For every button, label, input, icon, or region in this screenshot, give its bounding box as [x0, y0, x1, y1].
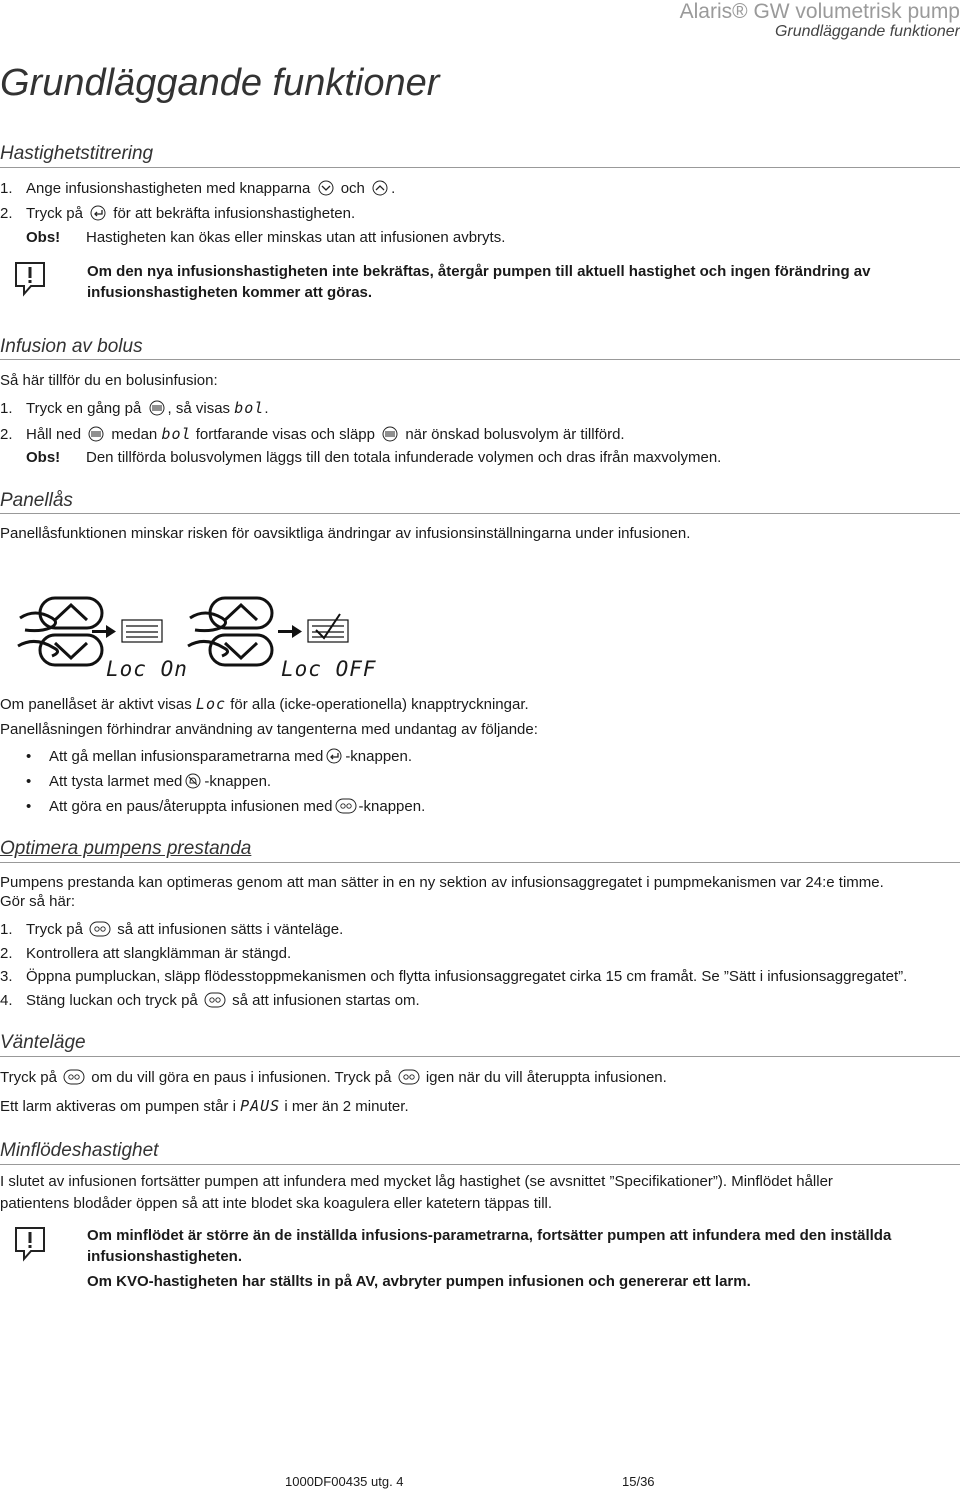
section-title-optimize: Optimera pumpens prestanda: [0, 838, 252, 859]
footer-page-number: 15/36: [622, 1474, 655, 1489]
s2-step-2: 2. Håll ned medan bol fortfarande visas och släpp när önskad bolusvolym är tillförd.: [0, 425, 625, 443]
s2-intro: Så här tillför du en bolusinfusion:: [0, 372, 218, 389]
s1-warning-line-2: infusionshastigheten kommer att göras.: [87, 284, 373, 301]
s3-bullet-1: • Att gå mellan infusionsparametrarna med -knappen.: [26, 747, 412, 767]
s3-intro: Panellåsfunktionen minskar risken för oavsiktliga ändringar av infusionsinställningarna under infusionen.: [0, 525, 691, 542]
s3-bullet-3: • Att göra en paus/återuppta infusionen med -knappen.: [26, 797, 425, 817]
s5-para-2: Ett larm aktiveras om pumpen står i PAUS i mer än 2 minuter.: [0, 1097, 409, 1115]
bolus-icon: [148, 400, 166, 416]
page-title: Grundläggande funktioner: [0, 62, 440, 104]
s2-obs-note: Obs! Den tillförda bolusvolymen läggs till den totala infunderade volymen och dras ifrån maxvolymen.: [26, 449, 722, 466]
pause-resume-icon: [89, 921, 111, 937]
section-divider: [0, 1056, 960, 1057]
section-divider: [0, 862, 960, 863]
bolus-icon: [87, 426, 105, 442]
section-title-panel-lock: Panellås: [0, 490, 73, 511]
section-divider: [0, 513, 960, 514]
s4-step-2: 2. Kontrollera att slangklämman är stängd.: [0, 945, 292, 962]
header-product: Alaris® GW volumetrisk pump: [679, 0, 960, 23]
section-divider: [0, 359, 960, 360]
alarm-silence-icon: [184, 773, 202, 789]
s6-warning-line-2: infusionshastigheten.: [87, 1248, 243, 1265]
s6-para-2: patientens blodåder öppen så att inte blodet ska koagulera eller katetern täppas till.: [0, 1195, 553, 1212]
s1-step-2: 2. Tryck på för att bekräfta infusionshastigheten.: [0, 205, 356, 222]
s6-warning-line-1: Om minflödet är större än de inställda infusions-parametrarna, fortsätter pumpen att infundera med den inställda: [87, 1227, 892, 1244]
lcd-loc-on: Loc On: [106, 657, 188, 681]
s3-para-2: Panellåsningen förhindrar användning av tangenterna med undantag av följande:: [0, 721, 538, 738]
pause-resume-icon: [398, 1069, 420, 1085]
s4-para-1: Pumpens prestanda kan optimeras genom att man sätter in en ny sektion av infusionsaggregatet i pumpmekanismen var 24:e timme.: [0, 874, 884, 891]
section-divider: [0, 1164, 960, 1165]
section-divider: [0, 167, 960, 168]
s4-step-3: 3. Öppna pumpluckan, släpp flödesstoppmekanismen och flytta infusionsaggregatet cirka 15 cm framåt. Se ”Sätt i infusionsaggregatet”.: [0, 968, 908, 985]
s6-warning-line-3: Om KVO-hastigheten har ställts in på AV, avbryter pumpen infusionen och genererar ett larm.: [87, 1273, 751, 1290]
enter-icon: [325, 748, 343, 764]
s4-para-2: Gör så här:: [0, 893, 76, 910]
pause-resume-icon: [335, 798, 357, 814]
s3-para-1: Om panellåset är aktivt visas Loc för alla (icke-operationella) knapptryckningar.: [0, 695, 529, 713]
s5-para-1: Tryck på om du vill göra en paus i infusionen. Tryck på igen när du vill återuppta infusionen.: [0, 1069, 667, 1086]
section-title-standby: Vänteläge: [0, 1032, 86, 1053]
enter-icon: [89, 205, 107, 221]
s4-step-1: 1. Tryck på så att infusionen sätts i vänteläge.: [0, 921, 344, 938]
warning-icon: [13, 1224, 47, 1262]
chevron-up-icon: [371, 180, 389, 196]
chevron-down-icon: [317, 180, 335, 196]
s1-obs-note: Obs! Hastigheten kan ökas eller minskas utan att infusionen avbryts.: [26, 229, 506, 246]
s1-warning-line-1: Om den nya infusionshastigheten inte bekräftas, återgår pumpen till aktuell hastighet och ingen förändring av: [87, 263, 871, 280]
section-title-min-flow: Minflödeshastighet: [0, 1140, 159, 1161]
s3-bullet-2: • Att tysta larmet med -knappen.: [26, 772, 271, 792]
section-title-bolus: Infusion av bolus: [0, 336, 143, 357]
header-section: Grundläggande funktioner: [774, 23, 960, 40]
footer-doc-id: 1000DF00435 utg. 4: [285, 1474, 404, 1489]
s1-step-1: 1. Ange infusionshastigheten med knapparna och .: [0, 180, 396, 197]
s2-step-1: 1. Tryck en gång på , så visas bol.: [0, 399, 269, 417]
warning-icon: [13, 259, 47, 297]
bolus-icon: [381, 426, 399, 442]
lcd-loc-off: Loc OFF: [281, 657, 377, 681]
s4-step-4: 4. Stäng luckan och tryck på så att infusionen startas om.: [0, 992, 420, 1009]
pause-resume-icon: [204, 992, 226, 1008]
section-title-rate-titration: Hastighetstitrering: [0, 143, 154, 164]
pause-resume-icon: [63, 1069, 85, 1085]
s6-para-1: I slutet av infusionen fortsätter pumpen att infundera med mycket låg hastighet (se avsnittet ”Specifikationer”). Minflödet håller: [0, 1173, 833, 1190]
